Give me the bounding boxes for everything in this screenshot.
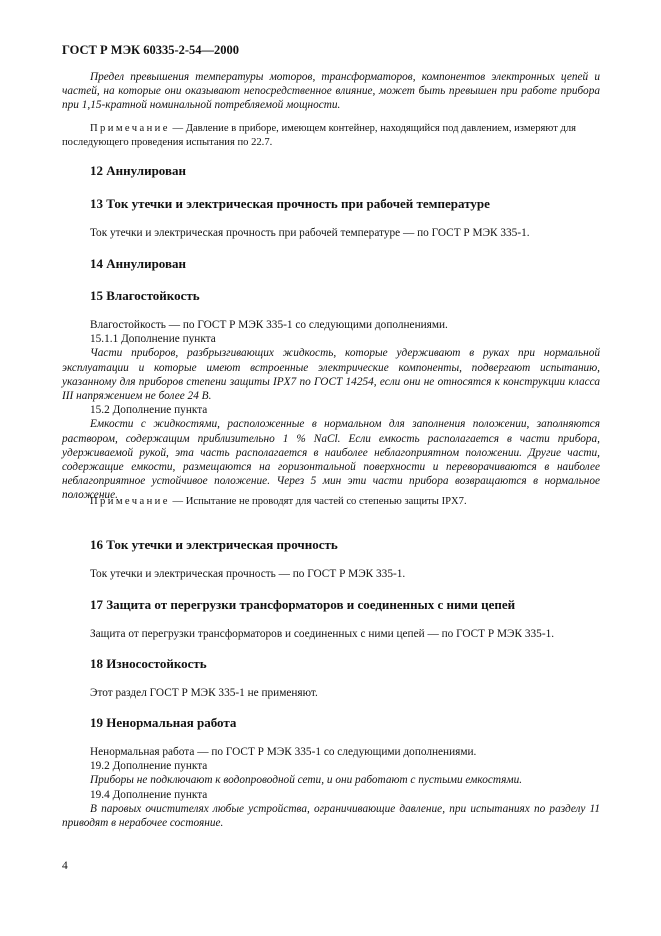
section-14-heading: 14 Аннулирован: [90, 256, 186, 271]
intro-italic-paragraph: Предел превышения температуры моторов, трансформаторов, компонентов электронных цепей и частей, на которые они оказывают непосредственное влияние, может быть превышен при работе прибора при 1,15-кратной номинальной потребляемой мощности.: [62, 71, 600, 112]
section-15-1-1-text: Части приборов, разбрызгивающих жидкость, которые удерживают в руках при нормальной эксплуатации и которые имеют встроенные электрические компоненты, подвергают испытанию, указанному для приборов степени защиты IPX7 по ГОСТ 14254, если они не относятся к конструкции класса III напряжением не более 24 В.: [62, 347, 600, 403]
section-16-heading: 16 Ток утечки и электрическая прочность: [90, 537, 338, 552]
note-text: — Давление в приборе, имеющем контейнер, находящийся под давлением, измеряют для последующего проведения испытания по 22.7.: [62, 123, 577, 149]
section-15-2-label: 15.2 Дополнение пункта: [90, 404, 208, 417]
section-16-text: Ток утечки и электрическая прочность — по ГОСТ Р МЭК 335-1.: [90, 568, 406, 580]
note-text: — Испытание не проводят для частей со степенью защиты IPX7.: [169, 496, 467, 507]
section-19-2-label: 19.2 Дополнение пункта: [90, 760, 208, 773]
document-header: ГОСТ Р МЭК 60335-2-54—2000: [62, 43, 240, 57]
section-15-heading: 15 Влагостойкость: [90, 288, 200, 303]
section-19-4-text: В паровых очистителях любые устройства, ограничивающие давление, при испытаниях по разделу 11 приводят в нерабочее состояние.: [62, 802, 600, 830]
section-15-1-1-label: 15.1.1 Дополнение пункта: [90, 333, 216, 346]
section-13-heading: 13 Ток утечки и электрическая прочность при рабочей температуре: [90, 196, 490, 211]
section-17-heading: 17 Защита от перегрузки трансформаторов и соединенных с ними цепей: [90, 597, 516, 612]
section-15-note: [62, 495, 600, 509]
section-15-text: Влагостойкость — по ГОСТ Р МЭК 335-1 со следующими дополнениями.: [90, 319, 448, 331]
section-19-heading: 19 Ненормальная работа: [90, 715, 237, 730]
section-18-heading: 18 Износостойкость: [90, 656, 207, 671]
note-label: Примечание: [90, 496, 170, 507]
section-17-text: Защита от перегрузки трансформаторов и соединенных с ними цепей — по ГОСТ Р МЭК 335-1.: [90, 628, 555, 640]
section-18-text: Этот раздел ГОСТ Р МЭК 335-1 не применяют.: [90, 687, 318, 699]
note-label: Примечание: [90, 123, 170, 134]
section-12-heading: 12 Аннулирован: [90, 163, 186, 178]
section-19-body: [62, 745, 600, 830]
section-13-text: Ток утечки и электрическая прочность при рабочей температуре — по ГОСТ Р МЭК 335-1.: [90, 227, 530, 239]
section-15-body: [62, 318, 600, 503]
page-number: 4: [62, 860, 68, 872]
intro-note: [62, 122, 600, 150]
section-15-2-text: Емкости с жидкостями, расположенные в нормальном для заполнения положении, заполняются раствором, содержащим приблизительно 1 % NaCl. Если емкость располагается в части прибора, удерживаемой рукой, эта часть располагается в наиболее неблагоприятном положении. Другие части, содержащие емкости, размещаются на горизонтальной поверхности и переворачиваются в наиболее неблагоприятное устойчивое положение. Через 5 мин эти части прибора возвращаются в нормальное положение.: [62, 418, 600, 502]
section-19-2-text: Приборы не подключают к водопроводной сети, и они работают с пустыми емкостями.: [90, 774, 523, 787]
section-19-text: Ненормальная работа — по ГОСТ Р МЭК 335-1 со следующими дополнениями.: [90, 746, 477, 758]
section-19-4-label: 19.4 Дополнение пункта: [90, 788, 208, 801]
